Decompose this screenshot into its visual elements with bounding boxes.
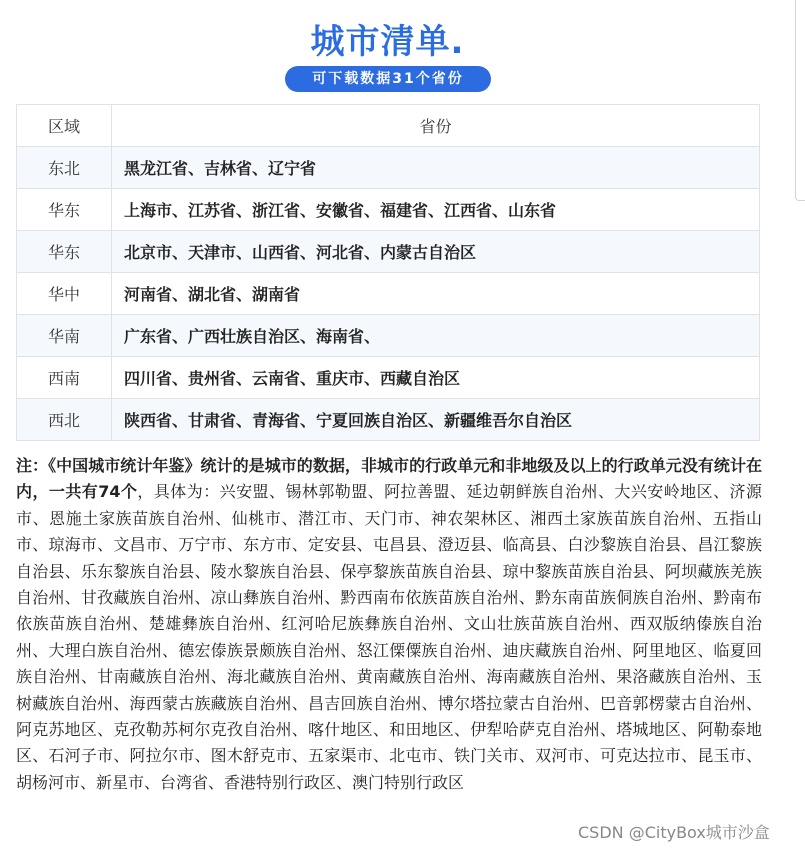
region-cell: 东北: [17, 147, 112, 189]
region-cell: 华南: [17, 315, 112, 357]
page-edge-rule: [795, 0, 805, 201]
table-row: [17, 231, 760, 273]
table-row: [17, 189, 760, 231]
provinces-cell: 北京市、天津市、山西省、河北省、内蒙古自治区: [112, 231, 760, 273]
provinces-cell: 上海市、江苏省、浙江省、安徽省、福建省、江西省、山东省: [112, 189, 760, 231]
column-header-provinces: 省份: [112, 105, 760, 147]
footnote-bold-text: 注：《中国城市统计年鉴》统计的是城市的数据，非城市的行政单元和非地级及以上的行政单元没有统计在内，一共有74个: [16, 456, 762, 502]
provinces-cell: 陕西省、甘肃省、青海省、宁夏回族自治区、新疆维吾尔自治区: [112, 399, 760, 441]
column-header-region: 区域: [17, 105, 112, 147]
region-cell: 华东: [17, 231, 112, 273]
table-row: [17, 147, 760, 189]
provinces-cell: 广东省、广西壮族自治区、海南省、: [112, 315, 760, 357]
table-row: [17, 315, 760, 357]
region-cell: 华中: [17, 273, 112, 315]
provinces-cell: 黑龙江省、吉林省、辽宁省: [112, 147, 760, 189]
table-header-row: [17, 105, 760, 147]
download-badge[interactable]: 可下载数据31个省份: [285, 66, 491, 92]
provinces-cell: 河南省、湖北省、湖南省: [112, 273, 760, 315]
region-cell: 西南: [17, 357, 112, 399]
table-row: [17, 399, 760, 441]
table-row: [17, 357, 760, 399]
region-cell: 西北: [17, 399, 112, 441]
province-table: [16, 104, 760, 441]
footnote-list-text: ，具体为：兴安盟、锡林郭勒盟、阿拉善盟、延边朝鲜族自治州、大兴安岭地区、济源市、恩施土家族苗族自治州、仙桃市、潜江市、天门市、神农架林区、湘西土家族苗族自治州、五指山市、琼海市、文昌市、万宁市、东方市、定安县、屯昌县、澄迈县、临高县、白沙黎族自治县、昌江黎族自治县、乐东黎族自治县、陵水黎族自治县、保亭黎族苗族自治县、琼中黎族苗族自治县、阿坝藏族羌族自治州、甘孜藏族自治州、凉山彝族自治州、黔西南布依族苗族自治州、黔东南苗族侗族自治州、黔南布依族苗族自治州、楚雄彝族自治州、红河哈尼族彝族自治州、文山壮族苗族自治州、西双版纳傣族自治州、大理白族自治州、德宏傣族景颇族自治州、怒江傈僳族自治州、迪庆藏族自治州、阿里地区、临夏回族自治州、甘南藏族自治州、海北藏族自治州、黄南藏族自治州、海南藏族自治州、果洛藏族自治州、玉树藏族自治州、海西蒙古族藏族自治州、昌吉回族自治州、博尔塔拉蒙古自治州、巴音郭楞蒙古自治州、阿克苏地区、克孜勒苏柯尔克孜自治州、喀什地区、和田地区、伊犁哈萨克自治州、塔城地区、阿勒泰地区、石河子市、阿拉尔市、图木舒克市、五家渠市、北屯市、铁门关市、双河市、可克达拉市、昆玉市、胡杨河市、新星市、台湾省、香港特别行政区、澳门特别行政区: [16, 482, 762, 792]
watermark: CSDN @CityBox城市沙盒: [578, 823, 770, 842]
footnote: [16, 453, 762, 796]
page-title: 城市清单.: [310, 22, 465, 62]
region-cell: 华东: [17, 189, 112, 231]
provinces-cell: 四川省、贵州省、云南省、重庆市、西藏自治区: [112, 357, 760, 399]
table-row: [17, 273, 760, 315]
